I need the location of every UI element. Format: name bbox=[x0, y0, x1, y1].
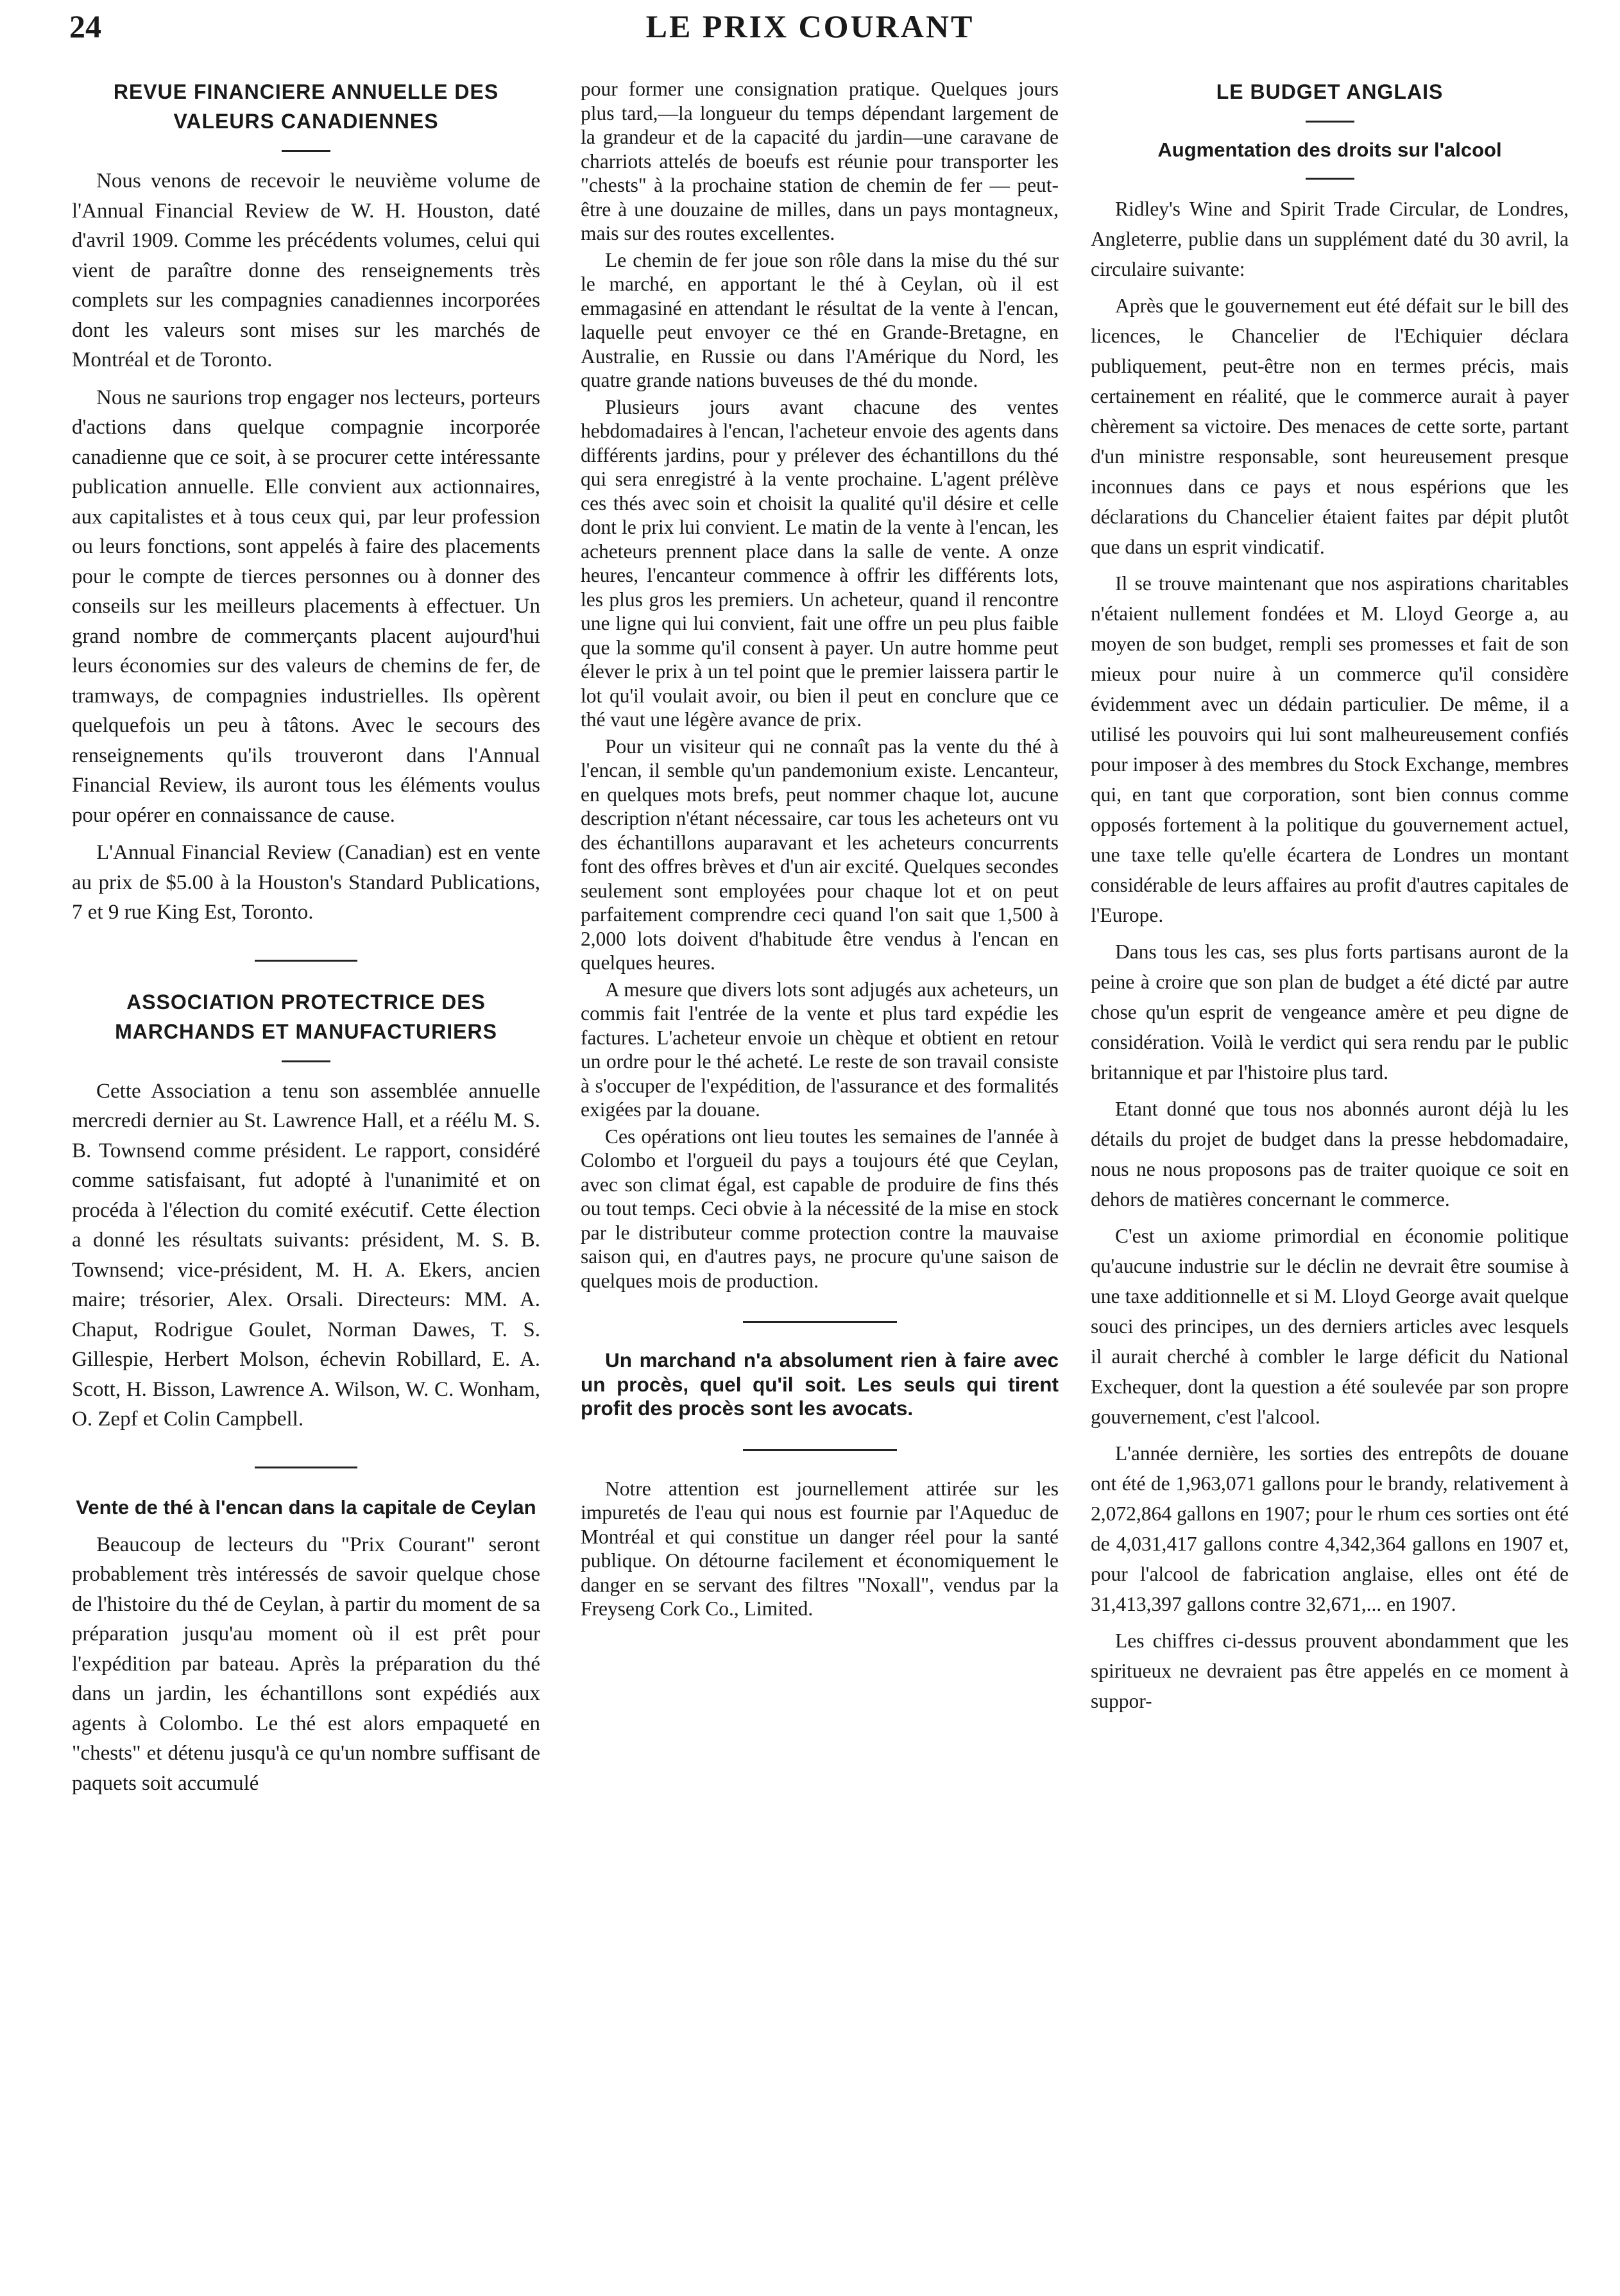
article-paragraph: Ridley's Wine and Spirit Trade Circular, de Londres, Angleterre, publie dans un supplément daté du 30 avril, la circulaire suivante: bbox=[1091, 198, 1569, 280]
article-paragraph: pour former une consignation pratique. Quelques jours plus tard,—la longueur du temps dépendant largement de la grandeur et de la capacité du jardin—une caravane de charriots attelés de boeufs est réunie pour transporter les "chests" à la prochaine station de chemin de fer — peut-être à une douzaine de milles, dans un pays montagneux, mais sur des routes excellentes. bbox=[581, 78, 1059, 244]
article-paragraph: Beaucoup de lecteurs du "Prix Courant" seront probablement très intéressés de savoir quelque chose de l'histoire du thé de Ceylan, à partir du moment de sa préparation jusqu'au moment où il est prêt pour l'expédition par bateau. Après la préparation du thé dans un jardin, les échantillons sont expédiés aux agents à Colombo. Le thé est alors empaqueté en "chests" et détenu jusqu'à ce qu'un nombre suffisant de paquets soit accumulé bbox=[72, 1533, 540, 1795]
article-paragraph: Le chemin de fer joue son rôle dans la mise du thé sur le marché, en apportant le thé à Ceylan, où il est emmagasiné en attendant le résultat de la vente à l'encan, laquelle peut envoyer ce thé en Grande-Bretagne, en Australie, en Russie ou dans l'Amérique du Nord, les quatre grande nations buveuses de thé du monde. bbox=[581, 248, 1059, 391]
article-heading-budget-anglais: LE BUDGET ANGLAIS bbox=[1216, 80, 1444, 103]
divider bbox=[282, 150, 330, 152]
section-divider bbox=[255, 1467, 357, 1468]
article-heading-association: ASSOCIATION PROTECTRICE DES MARCHANDS ET MANUFACTURIERS bbox=[115, 990, 497, 1043]
divider bbox=[1306, 178, 1354, 180]
column-middle bbox=[581, 77, 1059, 1624]
article-paragraph: Après que le gouvernement eut été défait sur le bill des licences, le Chancelier de l'Echiquier déclara publiquement, peut-être non en termes précis, mais certainement en réalité, que le commerce aurait à payer chèrement sa victoire. Des menaces de cette sorte, partant d'un ministre responsable, sont heureusement presque inconnues dans ce pays et nous espérions que les déclarations du Chancelier étaient faites par dépit plutôt que dans un esprit vindicatif. bbox=[1091, 294, 1569, 558]
article-paragraph: Notre attention est journellement attirée sur les impuretés de l'eau qui nous est fournie par l'Aqueduc de Montréal et qui constitue un danger réel pour la santé publique. On détourne facilement et économiquement le danger en se servant des filtres "Noxall", vendus par la Freyseng Cork Co., Limited. bbox=[581, 1477, 1059, 1620]
article-paragraph: C'est un axiome primordial en économie politique qu'aucune industrie sur le déclin ne devrait être soumise à une taxe additionnelle et si M. Lloyd George avait quelque souci des principes, un des derniers articles avec lesquels il aurait cherché à combler le large déficit du National Exchequer, dont la question a été soulevée par son propre gouvernement, c'est l'alcool. bbox=[1091, 1225, 1569, 1428]
article-paragraph: Cette Association a tenu son assemblée annuelle mercredi dernier au St. Lawrence Hall, et a réélu M. S. B. Townsend comme président. Le rapport, considéré comme satisfaisant, fut adopté à l'unanimité et on procéda à l'élection du comité exécutif. Cette élection a donné les résultats suivants: président, M. S. B. Townsend; vice-président, M. H. A. Ekers, ancien maire; trésorier, Alex. Orsali. Directeurs: MM. A. Chaput, Rodrigue Goulet, Norman Dawes, T. S. Gillespie, Herbert Molson, échevin Robillard, E. A. Scott, H. Bisson, Lawrence A. Wilson, W. C. Wonham, O. Zepf et Colin Campbell. bbox=[72, 1079, 540, 1431]
article-paragraph: L'année dernière, les sorties des entrepôts de douane ont été de 1,963,071 gallons pour le brandy, relativement à 2,072,864 gallons en 1907; pour le rhum ces sorties ont été de 4,031,417 gallons contre 4,342,364 gallons en 1907 et, pour l'alcool de fabrication anglaise, elles ont été de 31,413,397 gallons contre 32,671,... en 1907. bbox=[1091, 1442, 1569, 1615]
section-divider bbox=[743, 1321, 897, 1323]
notice-paragraph: Un marchand n'a absolument rien à faire avec un procès, quel qu'il soit. Les seuls qui tirent profit des procès sont les avocats. bbox=[581, 1348, 1059, 1420]
article-heading-vente-the: Vente de thé à l'encan dans la capitale de Ceylan bbox=[76, 1495, 536, 1518]
divider bbox=[282, 1060, 330, 1062]
article-paragraph: Nous venons de recevoir le neuvième volume de l'Annual Financial Review de W. H. Houston, daté d'avril 1909. Comme les précédents volumes, celui qui vient de paraître donne des renseignements très complets sur les compagnies canadiennes incorporées dont les valeurs sont mises sur les marchés de Montréal et de Toronto. bbox=[72, 169, 540, 371]
section-divider bbox=[743, 1449, 897, 1451]
newspaper-title: LE PRIX COURANT bbox=[645, 8, 975, 44]
article-paragraph: Il se trouve maintenant que nos aspirations charitables n'étaient nullement fondées et M. Lloyd George a, au moyen de son budget, rempli ses promesses et fait de son mieux pour nuire à un commerce qu'il considère évidemment avec un dédain particulier. De même, il a utilisé les pouvoirs qui lui sont malheureusement confiés pour imposer à des membres du Stock Exchange, membres qui, en tant que corporation, sont bien connus comme opposés fortement à la politique du gouvernement actuel, une taxe telle qu'elle écartera de Londres un montant considérable de leurs affaires au profit d'autres capitales de l'Europe. bbox=[1091, 572, 1569, 926]
article-subheading: Augmentation des droits sur l'alcool bbox=[1157, 139, 1502, 161]
divider bbox=[1306, 121, 1354, 123]
column-left bbox=[72, 77, 540, 1806]
article-paragraph: Etant donné que tous nos abonnés auront déjà lu les détails du projet de budget dans la presse hebdomadaire, nous ne nous proposons pas de traiter quoique ce soit en dehors de matières concernant le commerce. bbox=[1091, 1098, 1569, 1211]
article-heading-revue-financiere: REVUE FINANCIERE ANNUELLE DES VALEURS CANADIENNES bbox=[113, 80, 499, 133]
article-paragraph: Ces opérations ont lieu toutes les semaines de l'année à Colombo et l'orgueil du pays a toujours été que Ceylan, avec son climat égal, est capable de produire de fins thés ou tout temps. Ceci obvie à la nécessité de la mise en stock par le distributeur comme protection contre la mauvaise saison qui, en d'autres pays, ne procure qu'une saison de quelques mois de production. bbox=[581, 1125, 1059, 1292]
article-paragraph: Plusieurs jours avant chacune des ventes hebdomadaires à l'encan, l'acheteur envoie des agents dans différents jardins, pour y prélever des échantillons du thé qui sera enregistré à la vente prochaine. L'agent prélève ces thés avec soin et choisit la qualité qu'il désire et celle dont le prix lui convient. Le matin de la vente à l'encan, les acheteurs prennent place dans la salle de vente. A onze heures, l'encanteur commence à offrir les différents lots, les plus gros les premiers. Un acheteur, quand il rencontre une ligne qui lui convient, fait une offre un peu plus faible que la somme qu'il consent à payer. Un autre homme peut élever le prix à un tel point que le premier laissera partir le lot qu'il voulait avoir, ou bien il peut en conclure que ce thé vaut une légère avance de prix. bbox=[581, 395, 1059, 731]
article-paragraph: Dans tous les cas, ses plus forts partisans auront de la peine à croire que son plan de budget a été dicté par autre chose qu'un esprit de vengeance amère et peu digne de considération. Voilà le verdict qui sera rendu par le public britannique et par l'histoire plus tard. bbox=[1091, 940, 1569, 1084]
article-paragraph: Pour un visiteur qui ne connaît pas la vente du thé à l'encan, il semble qu'un pandemonium existe. Lencanteur, en quelques mots brefs, peut nommer chaque lot, aucune description n'étant nécessaire, car tous les acheteurs ont vu des échantillons auparavant et les acheteurs concurrents font des offres brèves et d'un air excité. Quelques secondes seulement sont employées pour chaque lot et on peut parfaitement comprendre ceci quand l'on sait que 1,500 à 2,000 lots doivent d'habitude être vendus à l'encan en quelques heures. bbox=[581, 735, 1059, 974]
page-number: 24 bbox=[69, 8, 101, 44]
article-paragraph: Les chiffres ci-dessus prouvent abondamment que les spiritueux ne devraient pas être appelés en ce moment à suppor- bbox=[1091, 1629, 1569, 1712]
section-divider bbox=[255, 960, 357, 962]
article-paragraph: L'Annual Financial Review (Canadian) est en vente au prix de $5.00 à la Houston's Standard Publications, 7 et 9 rue King Est, Toronto. bbox=[72, 841, 540, 924]
column-right bbox=[1091, 77, 1569, 1722]
article-paragraph: Nous ne saurions trop engager nos lecteurs, porteurs d'actions dans quelque compagnie incorporée canadienne que ce soit, à se procurer cette intéressante publication annuelle. Elle convient aux actionnaires, aux capitalistes et à tous ceux qui, par leur profession ou leurs fonctions, sont appelés à faire des placements pour le compte de tierces personnes ou à donner des conseils sur les meilleurs placements à effectuer. Un grand nombre de commerçants placent aujourd'hui leurs économies sur des valeurs de chemins de fer, de tramways, de compagnies industrielles. Ils opèrent quelquefois un peu à tâtons. Avec le secours des renseignements qu'ils trouveront dans l'Annual Financial Review, ils auront tous les éléments voulus pour opérer en connaissance de cause. bbox=[72, 386, 540, 827]
article-paragraph: A mesure que divers lots sont adjugés aux acheteurs, un commis fait l'entrée de la vente et plus tard expédie les factures. L'acheteur envoie un chèque et obtient en retour un ordre pour le thé acheté. Le reste de son travail consiste à s'occuper de l'expédition, de l'assurance et des formalités exigées par la douane. bbox=[581, 978, 1059, 1121]
